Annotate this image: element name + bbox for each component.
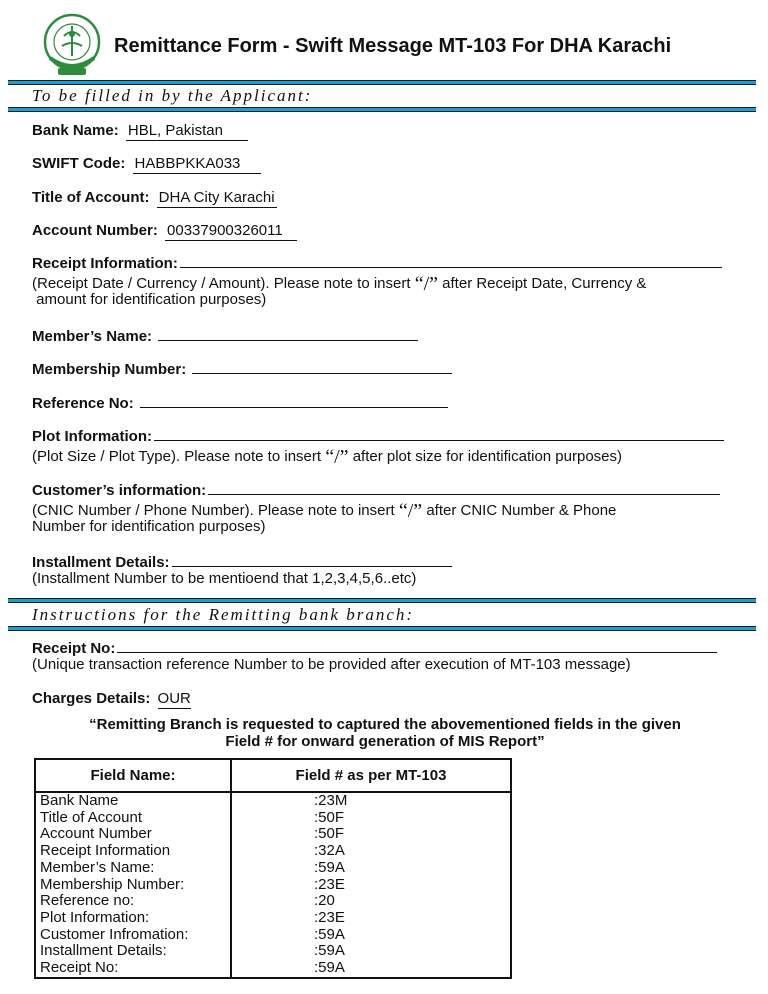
receipt-information-label: Receipt Information: — [32, 255, 178, 272]
account-number-label: Account Number: — [32, 222, 158, 239]
membership-number-label: Membership Number: — [32, 361, 187, 378]
membership-number-field[interactable] — [192, 361, 452, 374]
field-name-cell: Installment Details: — [35, 943, 231, 960]
bank-name-value: HBL, Pakistan — [126, 122, 248, 141]
account-title-row — [32, 189, 277, 208]
field-number-cell: :59A — [231, 943, 511, 960]
customer-information-label: Customer’s information: — [32, 482, 207, 499]
field-number-cell: :50F — [231, 826, 511, 843]
receipt-information-field[interactable] — [180, 255, 722, 268]
table-row — [35, 810, 511, 827]
bank-name-label: Bank Name: — [32, 122, 119, 139]
receipt-no-note: (Unique transaction reference Number to be provided after execution of MT-103 message) — [32, 656, 631, 673]
remitting-branch-instruction: “Remitting Branch is requested to captured the abovementioned fields in the given Field # for onward generation of MIS Report” — [89, 716, 681, 750]
charges-details-value: OUR — [157, 690, 191, 707]
account-number-value: 00337900326011 — [165, 222, 297, 241]
field-number-cell: :23E — [231, 877, 511, 894]
customer-information-note: (CNIC Number / Phone Number). Please note to insert “/” after CNIC Number & Phone Number for identification purposes) — [32, 500, 617, 535]
table-header-row — [35, 759, 511, 792]
table-header-field-name: Field Name: — [35, 759, 231, 792]
member-name-row — [32, 328, 418, 345]
swift-code-value: HABBPKKA033 — [133, 155, 261, 174]
receipt-no-label: Receipt No: — [32, 640, 116, 657]
table-row — [35, 943, 511, 960]
receipt-information-row — [32, 255, 722, 272]
table-row — [35, 910, 511, 927]
reference-no-label: Reference No: — [32, 395, 134, 412]
receipt-information-note: (Receipt Date / Currency / Amount). Please note to insert “/” after Receipt Date, Currency & amount for identification purposes) — [32, 273, 647, 308]
reference-no-field[interactable] — [140, 395, 448, 408]
installment-details-row — [32, 554, 452, 571]
membership-number-row — [32, 361, 452, 378]
field-number-cell: :23E — [231, 910, 511, 927]
table-row — [35, 960, 511, 978]
field-number-cell: :59A — [231, 927, 511, 944]
account-number-row — [32, 222, 297, 241]
field-name-cell: Membership Number: — [35, 877, 231, 894]
field-name-cell: Receipt Information — [35, 843, 231, 860]
section-band — [8, 598, 756, 603]
customer-information-field[interactable] — [208, 482, 720, 495]
dha-logo — [42, 12, 102, 78]
table-row — [35, 860, 511, 877]
table-row — [35, 927, 511, 944]
member-name-field[interactable] — [158, 328, 418, 341]
charges-details-row — [32, 690, 191, 709]
table-header-field-number: Field # as per MT-103 — [231, 759, 511, 792]
page-title: Remittance Form - Swift Message MT-103 For DHA Karachi — [114, 35, 672, 57]
mt103-field-table — [34, 758, 512, 979]
table-row — [35, 877, 511, 894]
table-row — [35, 893, 511, 910]
table-row — [35, 843, 511, 860]
section-band — [8, 80, 756, 85]
section-band — [8, 626, 756, 631]
swift-code-label: SWIFT Code: — [32, 155, 126, 172]
table-row — [35, 792, 511, 810]
account-title-label: Title of Account: — [32, 189, 150, 206]
account-title-value: DHA City Karachi — [158, 189, 275, 206]
field-name-cell: Customer Infromation: — [35, 927, 231, 944]
applicant-section-heading: To be filled in by the Applicant: — [32, 86, 313, 105]
plot-information-label: Plot Information: — [32, 428, 152, 445]
plot-information-note: (Plot Size / Plot Type). Please note to insert “/” after plot size for identification purposes) — [32, 446, 623, 468]
bank-section-heading: Instructions for the Remitting bank branch: — [32, 605, 415, 624]
field-number-cell: :50F — [231, 810, 511, 827]
field-name-cell: Plot Information: — [35, 910, 231, 927]
reference-no-row — [32, 395, 448, 412]
field-number-cell: :32A — [231, 843, 511, 860]
field-name-cell: Receipt No: — [35, 960, 231, 978]
field-name-cell: Reference no: — [35, 893, 231, 910]
field-number-cell: :23M — [231, 792, 511, 810]
bank-name-row — [32, 122, 248, 141]
field-name-cell: Bank Name — [35, 792, 231, 810]
receipt-no-field[interactable] — [117, 640, 717, 653]
field-number-cell: :59A — [231, 960, 511, 978]
field-number-cell: :20 — [231, 893, 511, 910]
field-name-cell: Account Number — [35, 826, 231, 843]
installment-details-note: (Installment Number to be mentioend that 1,2,3,4,5,6..etc) — [32, 570, 417, 587]
field-number-cell: :59A — [231, 860, 511, 877]
field-name-cell: Title of Account — [35, 810, 231, 827]
installment-details-field[interactable] — [172, 554, 452, 567]
receipt-no-row — [32, 640, 717, 657]
customer-information-row — [32, 482, 720, 499]
installment-details-label: Installment Details: — [32, 554, 170, 571]
swift-code-row — [32, 155, 261, 174]
charges-details-label: Charges Details: — [32, 690, 151, 707]
field-name-cell: Member’s Name: — [35, 860, 231, 877]
plot-information-field[interactable] — [154, 428, 724, 441]
member-name-label: Member’s Name: — [32, 328, 153, 345]
plot-information-row — [32, 428, 724, 445]
section-band — [8, 107, 756, 112]
table-row — [35, 826, 511, 843]
